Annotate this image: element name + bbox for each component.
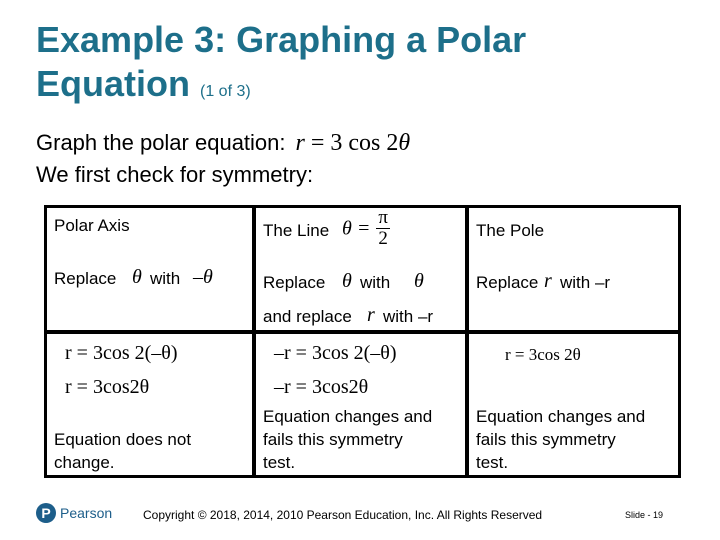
the-pole-header-cell [469, 208, 678, 330]
slide-title-main: Example 3: Graphing a Polar Equation [36, 19, 527, 104]
slide-title-suffix: (1 of 3) [200, 83, 251, 100]
the-line-condition-var: θ = [342, 217, 371, 240]
the-pole-equation-1: r = 3cos 2θ [505, 345, 581, 364]
the-line-and-replace-label: and replace [263, 307, 352, 326]
polar-axis-equation-1: r = 3cos 2(–θ) [65, 342, 178, 364]
the-line-and-with: with –r [383, 307, 434, 326]
the-pole-conclusion-2: fails this symmetry [476, 430, 616, 449]
slide-title [36, 18, 596, 114]
the-line-replace-label: Replace [263, 273, 326, 292]
intro-line-1-text: Graph the polar equation: [36, 130, 286, 155]
pearson-logo-text: Pearson [60, 505, 113, 521]
equation-theta: θ [398, 130, 411, 156]
the-pole-with-label: with –r [560, 273, 611, 292]
slide-number: Slide - 19 [625, 510, 664, 520]
polar-axis-equation-2: r = 3cos2θ [65, 376, 150, 398]
the-line-with-label: with [360, 273, 391, 292]
intro-text [36, 127, 410, 191]
fraction-denominator: 2 [378, 228, 388, 249]
equation-body: = 3 cos 2 [304, 130, 399, 156]
the-pole-conclusion-1: Equation changes and [476, 407, 646, 426]
the-line-condition [342, 208, 390, 249]
the-line-conclusion-1: Equation changes and [263, 407, 433, 426]
polar-axis-with-value: –θ [193, 266, 213, 288]
polar-axis-with-label: with [150, 269, 181, 288]
the-pole-replace-var: r [544, 270, 552, 292]
the-line-header-cell [256, 208, 465, 330]
the-line-equation-2: –r = 3cos2θ [274, 376, 369, 398]
equation-r: r [295, 130, 305, 156]
the-line-and-var: r [367, 304, 375, 326]
pi-over-two-fraction [376, 208, 390, 249]
polar-axis-result-cell [47, 334, 252, 475]
pearson-logo-icon: P [36, 503, 56, 523]
polar-axis-heading: Polar Axis [54, 216, 130, 235]
the-pole-heading: The Pole [476, 221, 545, 240]
intro-line-1 [36, 127, 410, 159]
the-line-with-value: θ [414, 270, 424, 292]
polar-equation [296, 127, 411, 159]
the-pole-replace-label: Replace [476, 273, 539, 292]
polar-axis-conclusion-1: Equation does not [54, 430, 192, 449]
polar-axis-header-cell [47, 208, 252, 330]
polar-axis-replace-label: Replace [54, 269, 117, 288]
the-line-result-cell [256, 334, 465, 475]
intro-line-2: We first check for symmetry: [36, 162, 314, 187]
polar-axis-replace-var: θ [132, 266, 142, 288]
the-line-heading: The Line [263, 221, 330, 240]
copyright-notice: Copyright © 2018, 2014, 2010 Pearson Education, Inc. All Rights Reserved [143, 508, 543, 522]
symmetry-table [44, 205, 681, 478]
the-pole-result-cell [469, 334, 678, 475]
the-line-conclusion-2: fails this symmetry [263, 430, 403, 449]
the-pole-conclusion-3: test. [476, 453, 509, 472]
the-line-conclusion-3: test. [263, 453, 296, 472]
polar-axis-conclusion-2: change. [54, 453, 115, 472]
fraction-numerator: π [378, 207, 388, 228]
the-line-replace-var: θ [342, 270, 352, 292]
the-line-equation-1: –r = 3cos 2(–θ) [274, 342, 397, 364]
pearson-logo [36, 503, 112, 523]
